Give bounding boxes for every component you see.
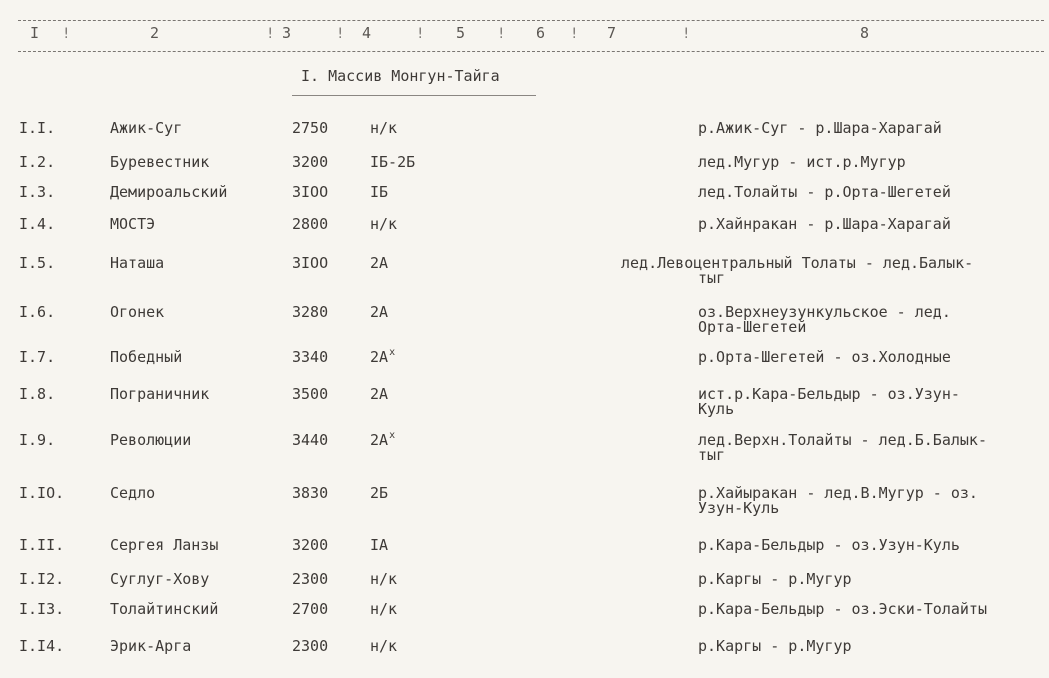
difficulty-category-value: н/к — [370, 600, 398, 618]
column-header-4: 4 — [362, 24, 372, 42]
header-bottom-rule — [18, 51, 1044, 52]
route-line: р.Орта-Шегетей - оз.Холодные — [698, 348, 951, 366]
peak-name: Огонек — [110, 303, 165, 321]
route-description — [698, 602, 987, 617]
peak-name: Демироальский — [110, 183, 228, 201]
route-description — [698, 572, 852, 587]
column-separator: ! — [416, 26, 425, 42]
route-description — [698, 538, 960, 553]
difficulty-category-value: IБ-2Б — [370, 153, 416, 171]
column-separator: ! — [266, 26, 275, 42]
difficulty-category — [370, 538, 388, 553]
peak-name: Наташа — [110, 254, 165, 272]
column-header-5: 5 — [456, 24, 466, 42]
route-description — [698, 217, 951, 232]
peak-name: Пограничник — [110, 385, 210, 403]
route-line-continuation: Орта-Шегетей — [698, 318, 807, 336]
route-line: р.Хайнракан - р.Шара-Харагай — [698, 215, 951, 233]
column-header-6: 6 — [536, 24, 546, 42]
peak-altitude: 2300 — [292, 570, 329, 588]
column-header-1: I — [30, 24, 40, 42]
route-line: р.Ажик-Суг - р.Шара-Харагай — [698, 119, 942, 137]
peak-altitude: 2700 — [292, 600, 329, 618]
peak-altitude: 3440 — [292, 431, 329, 449]
peak-name: Победный — [110, 348, 183, 366]
difficulty-category — [370, 155, 415, 170]
route-description — [698, 385, 960, 418]
column-separator: ! — [336, 26, 345, 42]
difficulty-category-value: н/к — [370, 215, 398, 233]
route-line: р.Каргы - р.Мугур — [698, 570, 852, 588]
difficulty-category — [370, 347, 396, 367]
row-number: I.5. — [19, 254, 56, 272]
row-number: I.9. — [19, 431, 56, 449]
difficulty-category-value: 2А — [370, 431, 389, 449]
peak-altitude: 3IOO — [292, 183, 329, 201]
route-line-continuation: тыг — [698, 269, 726, 287]
difficulty-category — [370, 572, 397, 587]
route-line: лед.Толайты - р.Орта-Шегетей — [698, 183, 951, 201]
row-number: I.I4. — [19, 637, 65, 655]
route-description — [698, 155, 906, 170]
row-number: I.2. — [19, 153, 56, 171]
route-line: оз.Верхнеузункульское - лед. — [698, 303, 951, 321]
section-title: I. Массив Монгун-Тайга — [301, 67, 500, 85]
peak-name: Эрик-Арга — [110, 637, 192, 655]
difficulty-category-value: IБ — [370, 183, 389, 201]
peak-name: Седло — [110, 484, 156, 502]
route-description — [698, 431, 987, 464]
route-line: р.Каргы - р.Мугур — [698, 637, 852, 655]
peak-altitude: 2750 — [292, 119, 329, 137]
difficulty-category-value: н/к — [370, 119, 398, 137]
peak-altitude: 3200 — [292, 536, 329, 554]
peak-altitude: 2800 — [292, 215, 329, 233]
peak-name: Буревестник — [110, 153, 210, 171]
row-number: I.IO. — [19, 484, 65, 502]
peak-name: Ажик-Суг — [110, 119, 183, 137]
route-line-continuation: тыг — [698, 446, 726, 464]
route-line: ист.р.Кара-Бельдыр - оз.Узун- — [698, 385, 960, 403]
difficulty-category-superscript: х — [389, 430, 396, 441]
peak-name: Революции — [110, 431, 192, 449]
column-separator: ! — [570, 26, 579, 42]
route-line-continuation: Узун-Куль — [698, 499, 780, 517]
difficulty-category — [370, 387, 388, 402]
row-number: I.I3. — [19, 600, 65, 618]
peak-altitude: 3IOO — [292, 254, 329, 272]
peak-altitude: 3830 — [292, 484, 329, 502]
difficulty-category-value: 2А — [370, 348, 389, 366]
route-line: лед.Верхн.Толайты - лед.Б.Балык- — [698, 431, 987, 449]
route-description — [621, 254, 974, 287]
row-number: I.7. — [19, 348, 56, 366]
column-header-8: 8 — [860, 24, 870, 42]
difficulty-category — [370, 639, 397, 654]
route-description — [698, 121, 942, 136]
route-line: р.Кара-Бельдыр - оз.Эски-Толайты — [698, 600, 987, 618]
difficulty-category-value: 2А — [370, 254, 389, 272]
column-header-3: 3 — [282, 24, 292, 42]
difficulty-category-value: н/к — [370, 637, 398, 655]
column-header-7: 7 — [607, 24, 617, 42]
difficulty-category-value: 2А — [370, 303, 389, 321]
route-line: лед.Мугур - ист.р.Мугур — [698, 153, 906, 171]
difficulty-category-value: 2А — [370, 385, 389, 403]
difficulty-category — [370, 121, 397, 136]
route-description — [698, 350, 951, 365]
difficulty-category — [370, 602, 397, 617]
route-line: р.Хайыракан - лед.В.Мугур - оз. — [698, 484, 978, 502]
row-number: I.3. — [19, 183, 56, 201]
row-number: I.8. — [19, 385, 56, 403]
peak-name: Толайтинский — [110, 600, 219, 618]
difficulty-category-superscript: х — [389, 347, 396, 358]
difficulty-category-value: н/к — [370, 570, 398, 588]
section-title-underline — [292, 95, 536, 96]
row-number: I.I2. — [19, 570, 65, 588]
difficulty-category-value: IА — [370, 536, 389, 554]
row-number: I.6. — [19, 303, 56, 321]
route-description — [698, 185, 951, 200]
difficulty-category — [370, 256, 388, 271]
route-line: лед.Левоцентральный Толаты - лед.Балык- — [621, 254, 974, 272]
column-separator: ! — [682, 26, 691, 42]
column-separator: ! — [62, 26, 71, 42]
peak-altitude: 2300 — [292, 637, 329, 655]
peak-altitude: 3280 — [292, 303, 329, 321]
row-number: I.II. — [19, 536, 65, 554]
peak-name: Сергея Ланзы — [110, 536, 219, 554]
route-line-continuation: Куль — [698, 400, 735, 418]
peak-name: Суглуг-Хову — [110, 570, 210, 588]
route-line: р.Кара-Бельдыр - оз.Узун-Куль — [698, 536, 960, 554]
difficulty-category-value: 2Б — [370, 484, 389, 502]
row-number: I.4. — [19, 215, 56, 233]
peak-altitude: 3200 — [292, 153, 329, 171]
difficulty-category — [370, 185, 388, 200]
difficulty-category — [370, 305, 388, 320]
peak-name: МОСТЭ — [110, 215, 156, 233]
peak-altitude: 3500 — [292, 385, 329, 403]
column-header-2: 2 — [150, 24, 160, 42]
column-separator: ! — [497, 26, 506, 42]
route-description — [698, 484, 978, 517]
difficulty-category — [370, 486, 388, 501]
route-description — [698, 303, 951, 336]
difficulty-category — [370, 217, 397, 232]
peak-altitude: 3340 — [292, 348, 329, 366]
route-description — [698, 639, 852, 654]
top-rule — [18, 20, 1044, 21]
row-number: I.I. — [19, 119, 56, 137]
difficulty-category — [370, 430, 396, 450]
